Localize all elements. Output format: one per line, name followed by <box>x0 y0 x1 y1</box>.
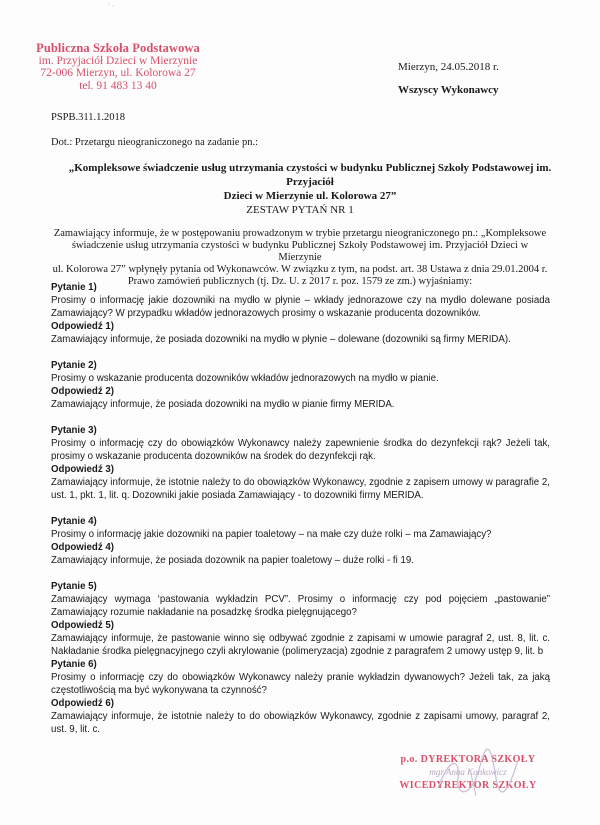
tender-subject <box>60 161 560 203</box>
answer-text: Zamawiający informuje, że posiada dozowniki na mydło w płynie – dolewane (dozowniki są firmy MERIDA). <box>51 334 511 345</box>
stamp-school-name: Publiczna Szkoła Podstawowa <box>36 41 200 55</box>
qa-list <box>51 281 550 736</box>
stamp-school-patron: im. Przyjaciół Dzieci w Mierzynie <box>38 54 198 67</box>
question-label: Pytanie 2) <box>51 360 97 371</box>
answer-label: Odpowiedź 1) <box>51 321 114 332</box>
question-label: Pytanie 1) <box>51 282 97 293</box>
reference-number: PSPB.311.1.2018 <box>51 112 126 123</box>
intro-line-4: Prawo zamówień publicznych (tj. Dz. U. z 2017 r. poz. 1579 ze zm.) wyjaśniamy: <box>127 276 473 287</box>
answer-label: Odpowiedź 5) <box>51 620 114 631</box>
signature-role: WICEDYREKTOR SZKOŁY <box>399 780 537 791</box>
intro-line-3: ul. Kolorowa 27” wpłynęły pytania od Wykonawców. W związku z tym, na podst. art. 38 Ustawa z dnia 29.01.2004 r. <box>52 264 548 275</box>
question-text: Prosimy o informację czy do obowiązków Wykonawcy należy zapewnienie środka do dezynfekcji rąk? Jeżeli tak, prosimy o wskazanie producenta dozowników na środek do dezynfekcji rąk. <box>51 438 550 462</box>
answer-label: Odpowiedź 4) <box>51 542 114 553</box>
question-label: Pytanie 6) <box>51 659 97 670</box>
question-label: Pytanie 4) <box>51 516 97 527</box>
question-label: Pytanie 5) <box>51 581 97 592</box>
question-text: Zamawiający wymaga ‘pastowania wykładzin PCV”. Prosimy o informację czy pod pojęciem „pastowanie” Zamawiający rozumie nakładanie na posadzkę środka pielęgnującego? <box>51 594 550 618</box>
regarding-line: Dot.: Przetargu nieograniczonego na zadanie pn.: <box>51 137 259 148</box>
qa-item <box>51 281 550 346</box>
signature-stamp <box>393 754 543 791</box>
signature-name: mgr Anna Konkowicz <box>429 767 507 777</box>
question-text: Prosimy o informację jakie dozowniki na mydło w płynie – wkłady jednorazowe czy na mydło dolewane posiada Zamawiający? W przypadku wkładów jednorazowych prosimy o wskazanie producenta dozowników. <box>51 295 550 319</box>
question-text: Prosimy o wskazanie producenta dozowników wkładów jednorazowych na mydło w pianie. <box>51 373 439 384</box>
qa-item <box>51 424 550 502</box>
scan-mark: ' · <box>108 2 115 11</box>
answer-text: Zamawiający informuje, że posiada dozownik na papier toaletowy – duże rolki - fi 19. <box>51 555 414 566</box>
qa-item <box>51 658 550 736</box>
question-text: Prosimy o informację jakie dozowniki na papier toaletowy – na małe czy duże rolki – ma Zamawiający? <box>51 529 492 540</box>
stamp-address: 72-006 Mierzyn, ul. Kolorowa 27 <box>40 67 196 79</box>
recipient: Wszyscy Wykonawcy <box>398 84 499 96</box>
question-text: Prosimy o informację czy do obowiązków Wykonawcy należy pranie wykładzin dywanowych? Jeżeli tak, za jaką częstotliwością ma być wykonywana ta czynność? <box>51 672 550 696</box>
qa-item <box>51 515 550 567</box>
document-title: ZESTAW PYTAŃ NR 1 <box>246 204 354 216</box>
stamp-phone: tel. 91 483 13 40 <box>79 79 157 92</box>
document-date: Mierzyn, 24.05.2018 r. <box>398 61 499 73</box>
answer-label: Odpowiedź 2) <box>51 386 114 397</box>
subject-line-1: „Kompleksowe świadczenie usług utrzymania czystości w budynku Publicznej Szkoły Podstawowej im. Przyjaciół <box>68 162 552 188</box>
intro-line-1: Zamawiający informuje, że w postępowaniu prowadzonym w trybie przetargu nieograniczonego pn.: „Kompleksowe <box>53 228 547 239</box>
qa-item <box>51 359 550 411</box>
qa-item <box>51 580 550 658</box>
signature-title: p.o. DYREKTORA SZKOŁY <box>400 754 536 765</box>
question-label: Pytanie 3) <box>51 425 97 436</box>
subject-line-2: Dzieci w Mierzynie ul. Kolorowa 27” <box>223 190 397 202</box>
answer-label: Odpowiedź 6) <box>51 698 114 709</box>
school-stamp <box>33 42 203 92</box>
intro-line-2: świadczenie usług utrzymania czystości w budynku Publicznej Szkoły Podstawowej im. Przyjaciół Dzieci w Mierzynie <box>71 240 529 263</box>
answer-text: Zamawiający informuje, że istotnie należy to do obowiązków Wykonawcy, zgodnie z zapisami umowy, paragraf 2, ust. 9, lit. c. <box>51 711 550 735</box>
answer-label: Odpowiedź 3) <box>51 464 114 475</box>
answer-text: Zamawiający informuje, że posiada dozowniki na mydło w pianie firmy MERIDA. <box>51 399 395 410</box>
intro-paragraph <box>52 228 548 288</box>
answer-text: Zamawiający informuje, że istotnie należy to do obowiązków Wykonawcy, zgodnie z zapisem umowy w paragrafie 2, ust. 1, pkt. 1, lit. q. Dozowniki jakie posiada Zamawiający - to dozowniki firmy MERIDA. <box>51 477 550 501</box>
answer-text: Zamawiający informuje, że pastowanie winno się odbywać zgodnie z zapisami w umowie paragraf 2, ust. 8, lit. c. Nakładanie środka pielęgnacyjnego czyli akrylowanie (polimeryzacja) zgodnie z paragrafem 2 umowy ustęp 9, lit. b <box>51 633 550 657</box>
